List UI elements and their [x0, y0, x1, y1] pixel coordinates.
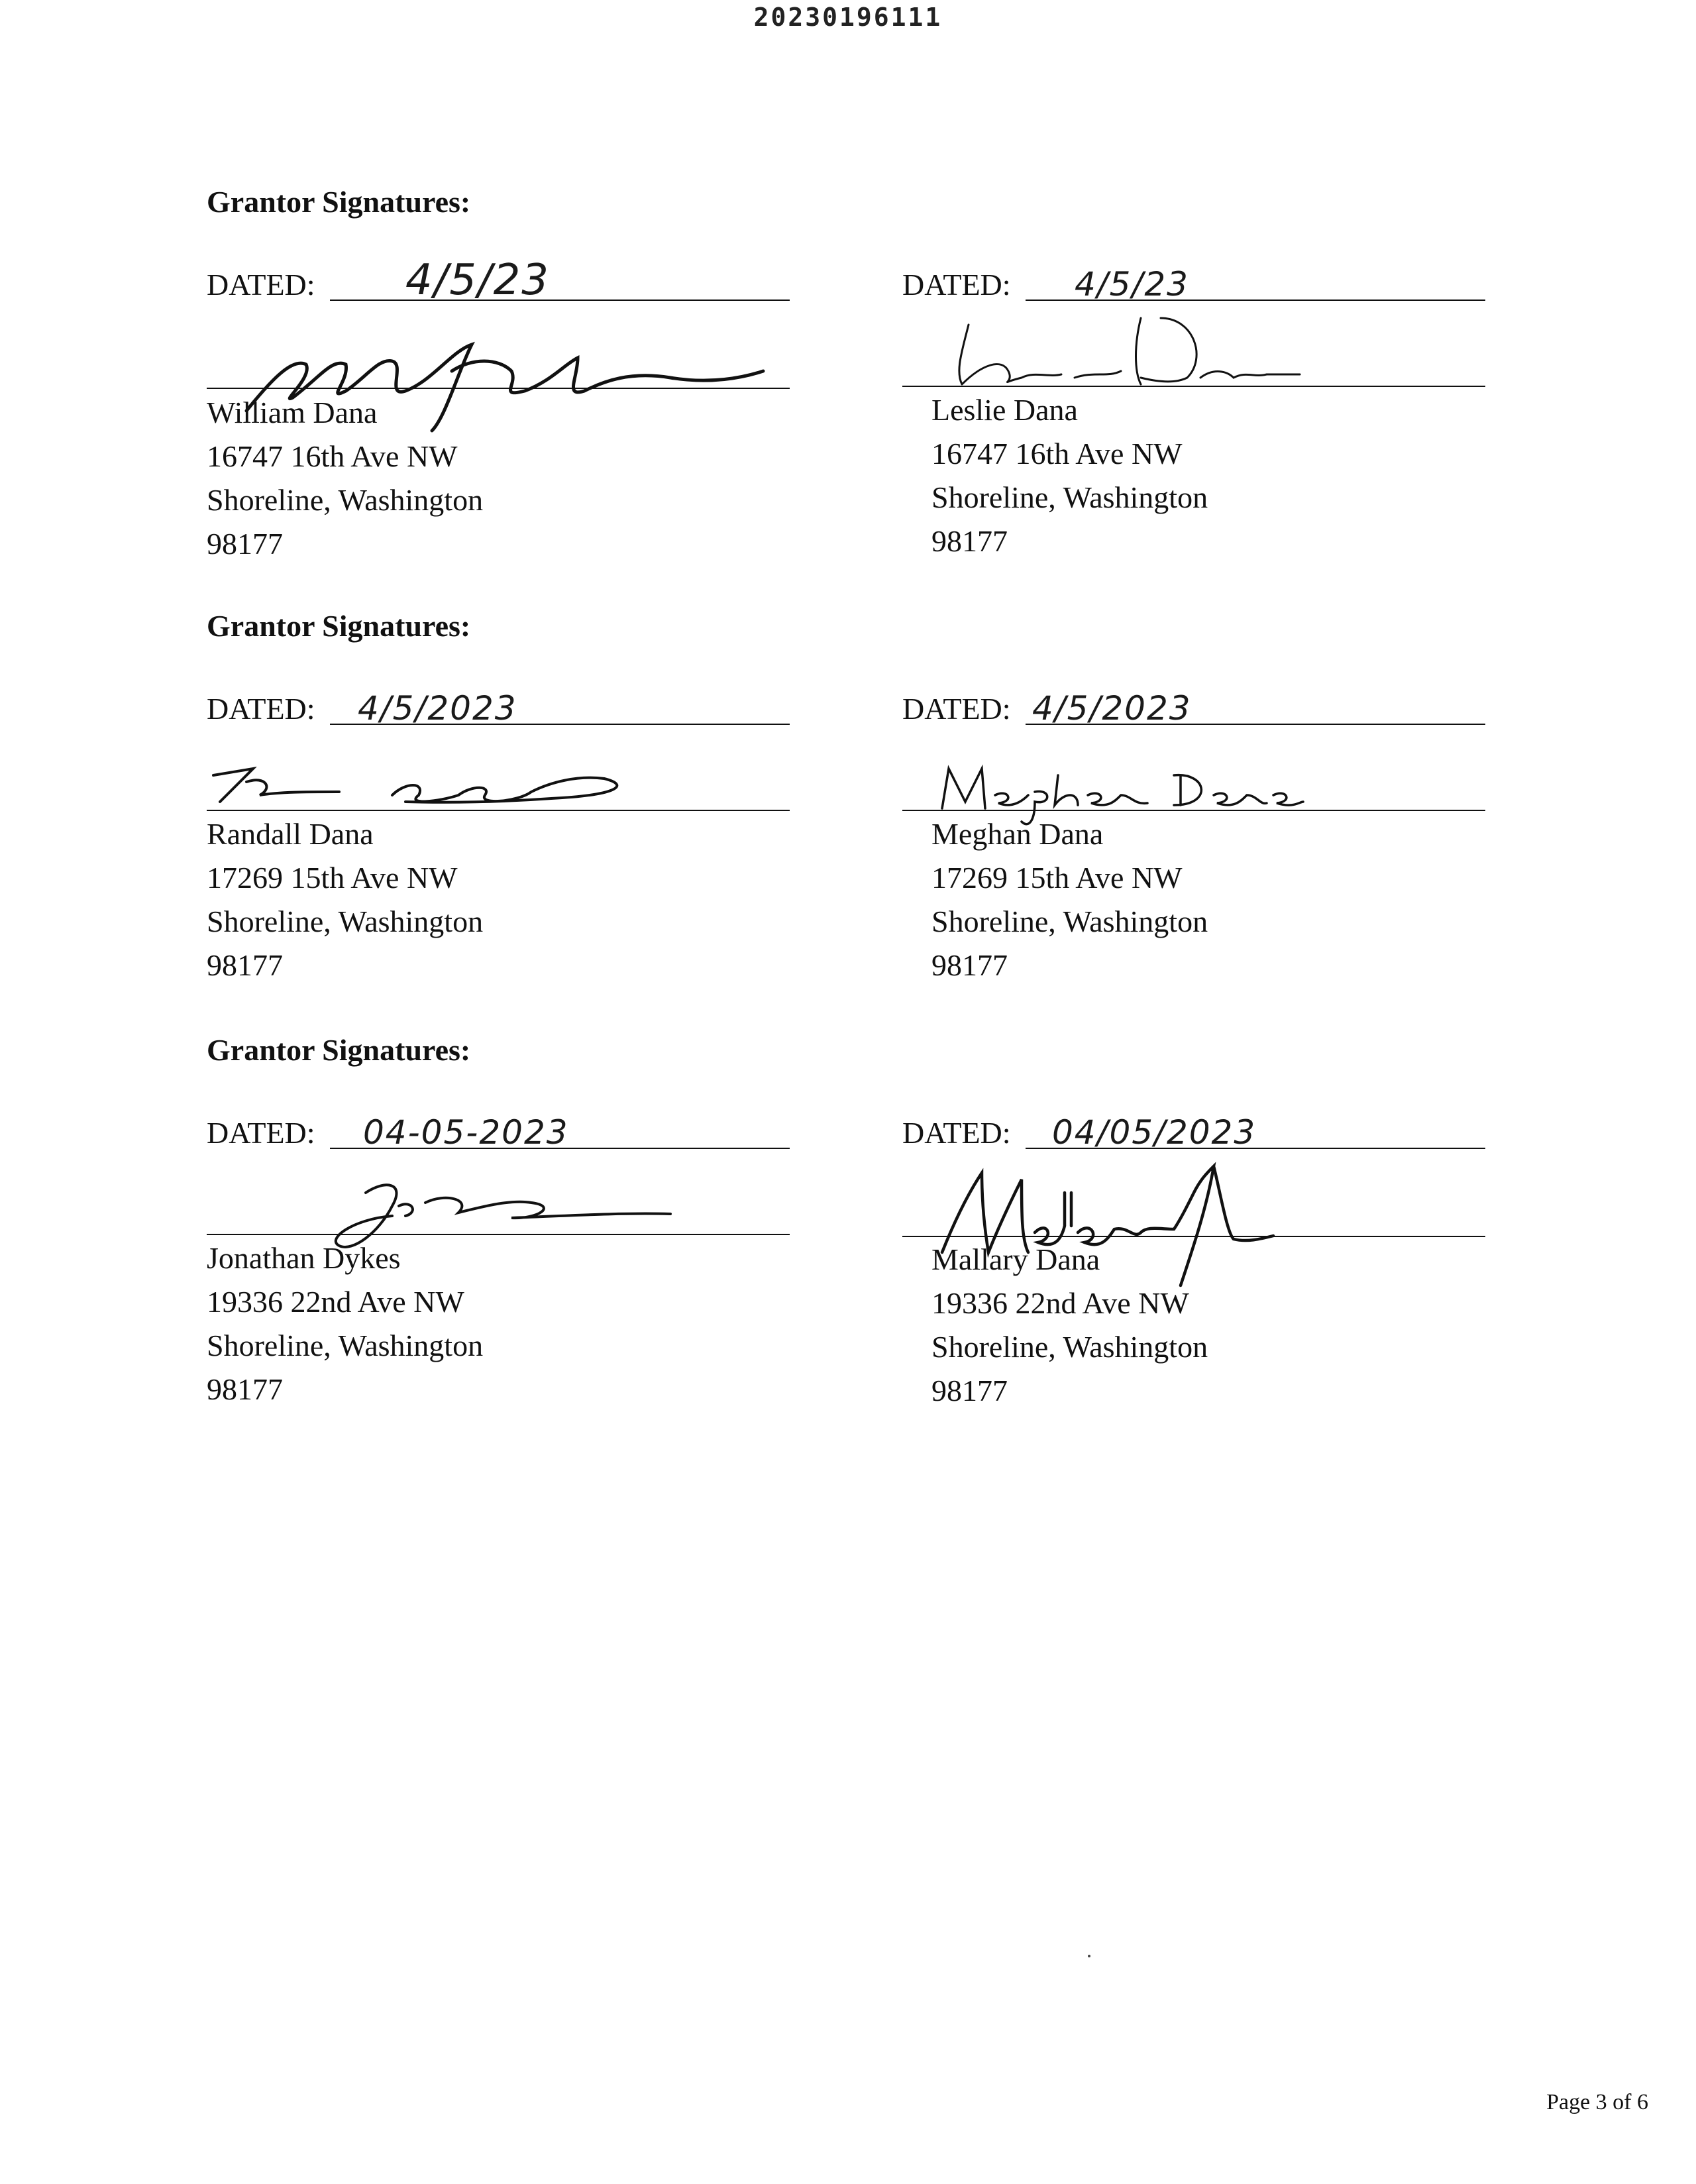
grantor-name: Mallary Dana [931, 1242, 1100, 1276]
grantor-name: William Dana [207, 396, 378, 429]
address-block [931, 388, 1208, 563]
signature-line [207, 810, 790, 811]
dated-label: DATED: [207, 268, 315, 301]
signature-line [902, 810, 1485, 811]
group-heading: Grantor Signatures: [207, 609, 471, 643]
zip-code: 98177 [931, 1374, 1008, 1407]
handwritten-signature [207, 755, 684, 822]
address-block [207, 1236, 483, 1411]
city-state: Shoreline, Washington [207, 904, 484, 938]
street-address: 19336 22nd Ave NW [931, 1286, 1189, 1320]
dated-label: DATED: [902, 692, 1011, 726]
handwritten-signature [942, 305, 1313, 398]
grantor-name: Leslie Dana [931, 393, 1078, 427]
dated-value: 4/5/23 [405, 256, 550, 305]
group-heading: Grantor Signatures: [207, 1033, 471, 1067]
street-address: 16747 16th Ave NW [931, 437, 1183, 470]
dated-row [902, 265, 1485, 305]
signature-line [902, 1236, 1485, 1237]
dated-value: 04-05-2023 [363, 1113, 569, 1152]
street-address: 17269 15th Ave NW [207, 861, 458, 895]
grantor-name: Jonathan Dykes [207, 1241, 401, 1275]
dated-value: 04/05/2023 [1052, 1113, 1257, 1152]
dated-row [207, 256, 790, 305]
zip-code: 98177 [931, 524, 1008, 558]
page-number: Page 3 of 6 [1546, 2090, 1648, 2114]
group-heading: Grantor Signatures: [207, 185, 471, 219]
recording-number: 20230196111 [753, 3, 943, 32]
dated-label: DATED: [207, 692, 315, 726]
dated-value: 4/5/23 [1075, 265, 1189, 303]
dated-value: 4/5/2023 [358, 689, 517, 728]
dated-row [902, 689, 1485, 729]
city-state: Shoreline, Washington [207, 483, 484, 517]
address-block [207, 391, 483, 566]
signature-line [207, 1234, 790, 1235]
dated-line [330, 300, 790, 301]
dated-row [207, 1113, 790, 1153]
signature-block-mallary [902, 1113, 1485, 1431]
signature-line [902, 386, 1485, 387]
zip-code: 98177 [207, 1372, 283, 1406]
city-state: Shoreline, Washington [931, 904, 1208, 938]
scan-speck [1088, 1955, 1090, 1957]
address-block [931, 812, 1208, 987]
street-address: 19336 22nd Ave NW [207, 1285, 464, 1319]
signature-block-meghan [902, 689, 1485, 1007]
city-state: Shoreline, Washington [207, 1329, 484, 1362]
street-address: 17269 15th Ave NW [931, 861, 1183, 895]
zip-code: 98177 [207, 527, 283, 561]
dated-label: DATED: [902, 268, 1011, 301]
dated-value: 4/5/2023 [1032, 689, 1192, 728]
dated-row [902, 1113, 1485, 1153]
address-block [931, 1238, 1208, 1413]
address-block [207, 812, 483, 987]
signature-block-jonathan [207, 1113, 790, 1431]
signature-block-randall [207, 689, 790, 1007]
signature-block-william [207, 256, 790, 583]
signature-line [207, 388, 790, 389]
zip-code: 98177 [207, 948, 283, 982]
signature-block-leslie [902, 265, 1485, 583]
dated-label: DATED: [902, 1116, 1011, 1150]
dated-label: DATED: [207, 1116, 315, 1150]
street-address: 16747 16th Ave NW [207, 439, 458, 473]
grantor-name: Randall Dana [207, 817, 374, 851]
city-state: Shoreline, Washington [931, 1330, 1208, 1364]
dated-row [207, 689, 790, 729]
grantor-name: Meghan Dana [931, 817, 1104, 851]
zip-code: 98177 [931, 948, 1008, 982]
city-state: Shoreline, Washington [931, 480, 1208, 514]
